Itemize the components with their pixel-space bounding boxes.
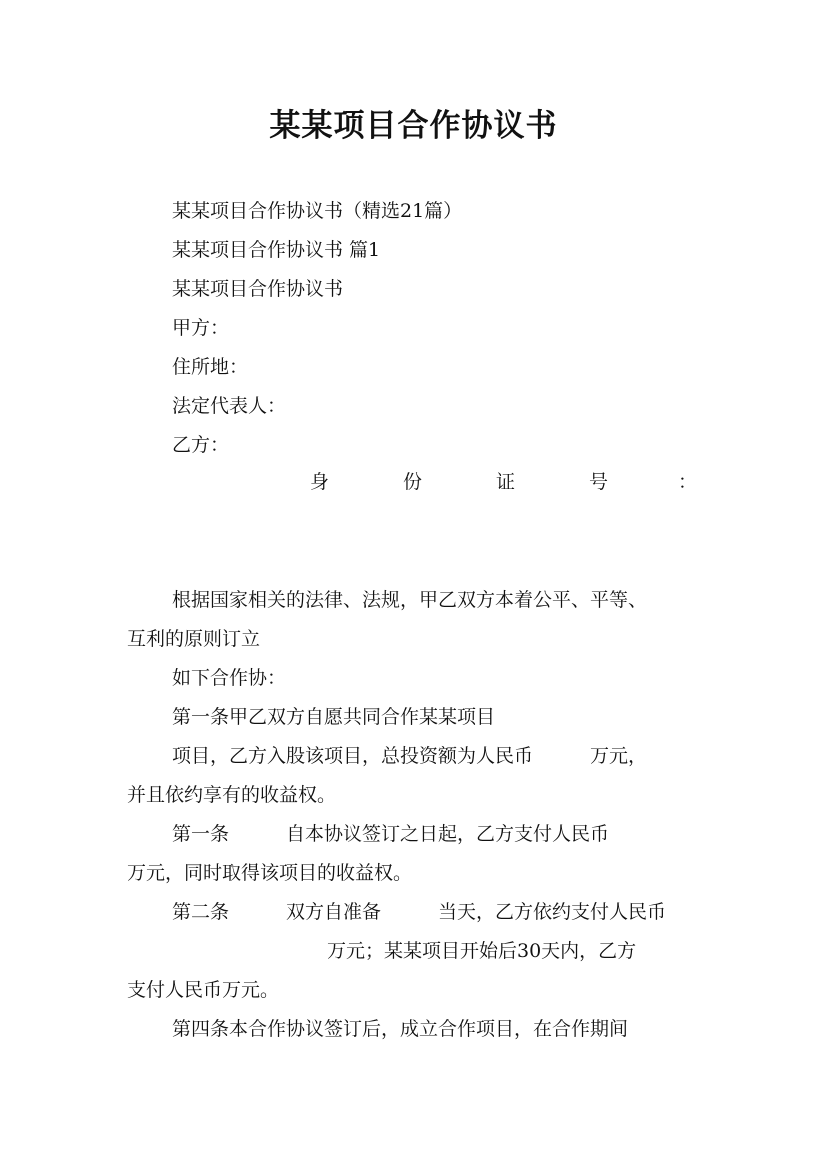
id-char: 身 bbox=[310, 471, 330, 493]
body-line: 并且依约享有的收益权。 bbox=[127, 784, 337, 806]
body-line: 支付人民币万元。 bbox=[127, 979, 280, 1001]
id-char: ： bbox=[678, 471, 698, 493]
legal-representative-label: 法定代表人： bbox=[172, 395, 287, 417]
subtitle-line: 某某项目合作协议书（精选21篇） bbox=[172, 200, 463, 222]
body-line: 根据国家相关的法律、法规，甲乙双方本着公平、平等、 bbox=[172, 589, 648, 611]
article-line: 第一条甲乙双方自愿共同合作某某项目 bbox=[172, 706, 496, 728]
body-line: 万元；某某项目开始后30天内，乙方 bbox=[327, 940, 637, 962]
body-line: 互利的原则订立 bbox=[127, 628, 261, 650]
party-a-label: 甲方： bbox=[172, 317, 230, 339]
section-heading: 某某项目合作协议书 篇1 bbox=[172, 239, 381, 261]
id-char: 证 bbox=[496, 471, 516, 493]
article-line: 第一条 自本协议签订之日起，乙方支付人民币 bbox=[172, 823, 610, 845]
article-line: 第二条 双方自准备 当天，乙方依约支付人民币 bbox=[172, 901, 667, 923]
agreement-name: 某某项目合作协议书 bbox=[172, 278, 344, 300]
body-line: 项目，乙方入股该项目，总投资额为人民币 万元， bbox=[172, 745, 648, 767]
article-line: 第四条本合作协议签订后，成立合作项目，在合作期间 bbox=[172, 1018, 629, 1040]
id-char: 份 bbox=[403, 471, 423, 493]
id-char: 号 bbox=[589, 471, 609, 493]
body-line: 如下合作协： bbox=[172, 667, 287, 689]
address-label: 住所地： bbox=[172, 356, 249, 378]
document-title: 某某项目合作协议书 bbox=[269, 108, 558, 144]
party-b-label: 乙方： bbox=[172, 434, 230, 456]
body-line: 万元，同时取得该项目的收益权。 bbox=[127, 862, 413, 884]
